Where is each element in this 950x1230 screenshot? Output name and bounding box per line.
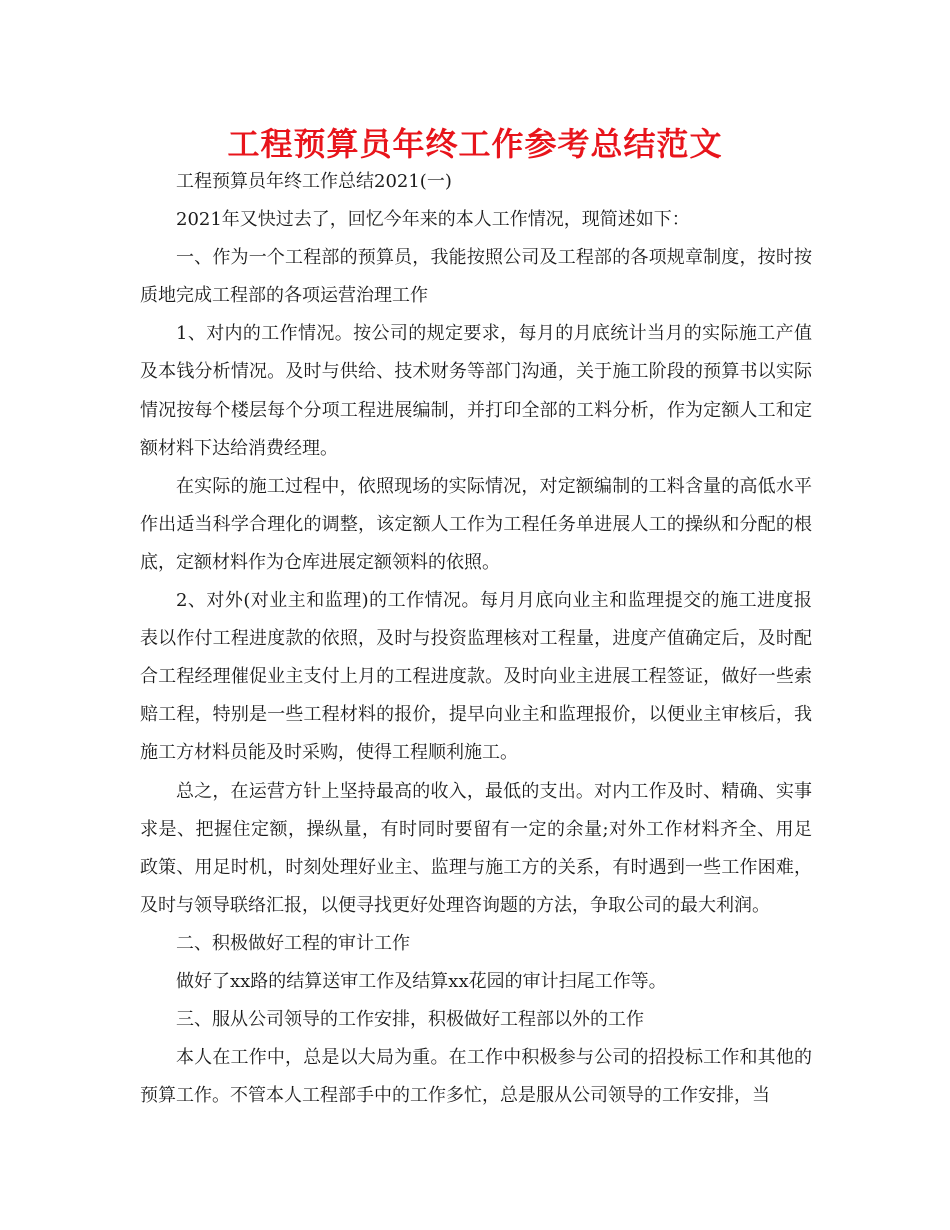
paragraph-intro: 2021年又快过去了，回忆今年来的本人工作情况，现简述如下： [176,209,690,231]
paragraph-section-2-heading: 二、积极做好工程的审计工作 [176,932,410,954]
paragraph-external-work: 2、对外(对业主和监理)的工作情况。每月月底向业主和监理提交的施工进度报表以作付工程进度款的依照，及时与投资监理核对工程量，进度产值确定后，及时配合工程经理催促业主支付上月的工程进度款。及时向业主进展工程签证，做好一些索赔工程，特别是一些工程材料的报价，提早向业主和监理报价，以便业主审核后，我施工方材料员能及时采购，使得工程顺利施工。 [140,590,812,764]
paragraph-audit-work: 做好了xx路的结算送审工作及结算xx花园的审计扫尾工作等。 [176,970,667,992]
paragraph-construction-process: 在实际的施工过程中，依照现场的实际情况，对定额编制的工料含量的高低水平作出适当科学合理化的调整，该定额人工作为工程任务单进展人工的操纵和分配的根底，定额材料作为仓库进展定额领料的依照。 [140,475,812,573]
paragraph-overall-view: 本人在工作中，总是以大局为重。在工作中积极参与公司的招投标工作和其他的预算工作。不管本人工程部手中的工作多忙，总是服从公司领导的工作安排，当 [140,1047,812,1107]
document-title: 工程预算员年终工作参考总结范文 [227,125,723,163]
paragraph-internal-work: 1、对内的工作情况。按公司的规定要求，每月的月底统计当月的实际施工产值及本钱分析情况。及时与供给、技术财务等部门沟通，关于施工阶段的预算书以实际情况按每个楼层每个分项工程进展编制，并打印全部的工料分析，作为定额人工和定额材料下达给消费经理。 [140,323,812,459]
paragraph-subtitle: 工程预算员年终工作总结2021(一) [176,171,452,192]
document-body [140,163,812,1115]
paragraph-summary: 总之，在运营方针上坚持最高的收入，最低的支出。对内工作及时、精确、实事求是、把握住定额，操纵量，有时同时要留有一定的余量;对外工作材料齐全、用足政策、用足时机，时刻处理好业主、监理与施工方的关系，有时遇到一些工作困难，及时与领导联络汇报，以便寻找更好处理咨询题的方法，争取公司的最大利润。 [140,780,812,916]
paragraph-section-3-heading: 三、服从公司领导的工作安排，积极做好工程部以外的工作 [176,1009,644,1031]
paragraph-section-1-heading: 一、作为一个工程部的预算员，我能按照公司及工程部的各项规章制度，按时按质地完成工程部的各项运营治理工作 [140,247,812,307]
